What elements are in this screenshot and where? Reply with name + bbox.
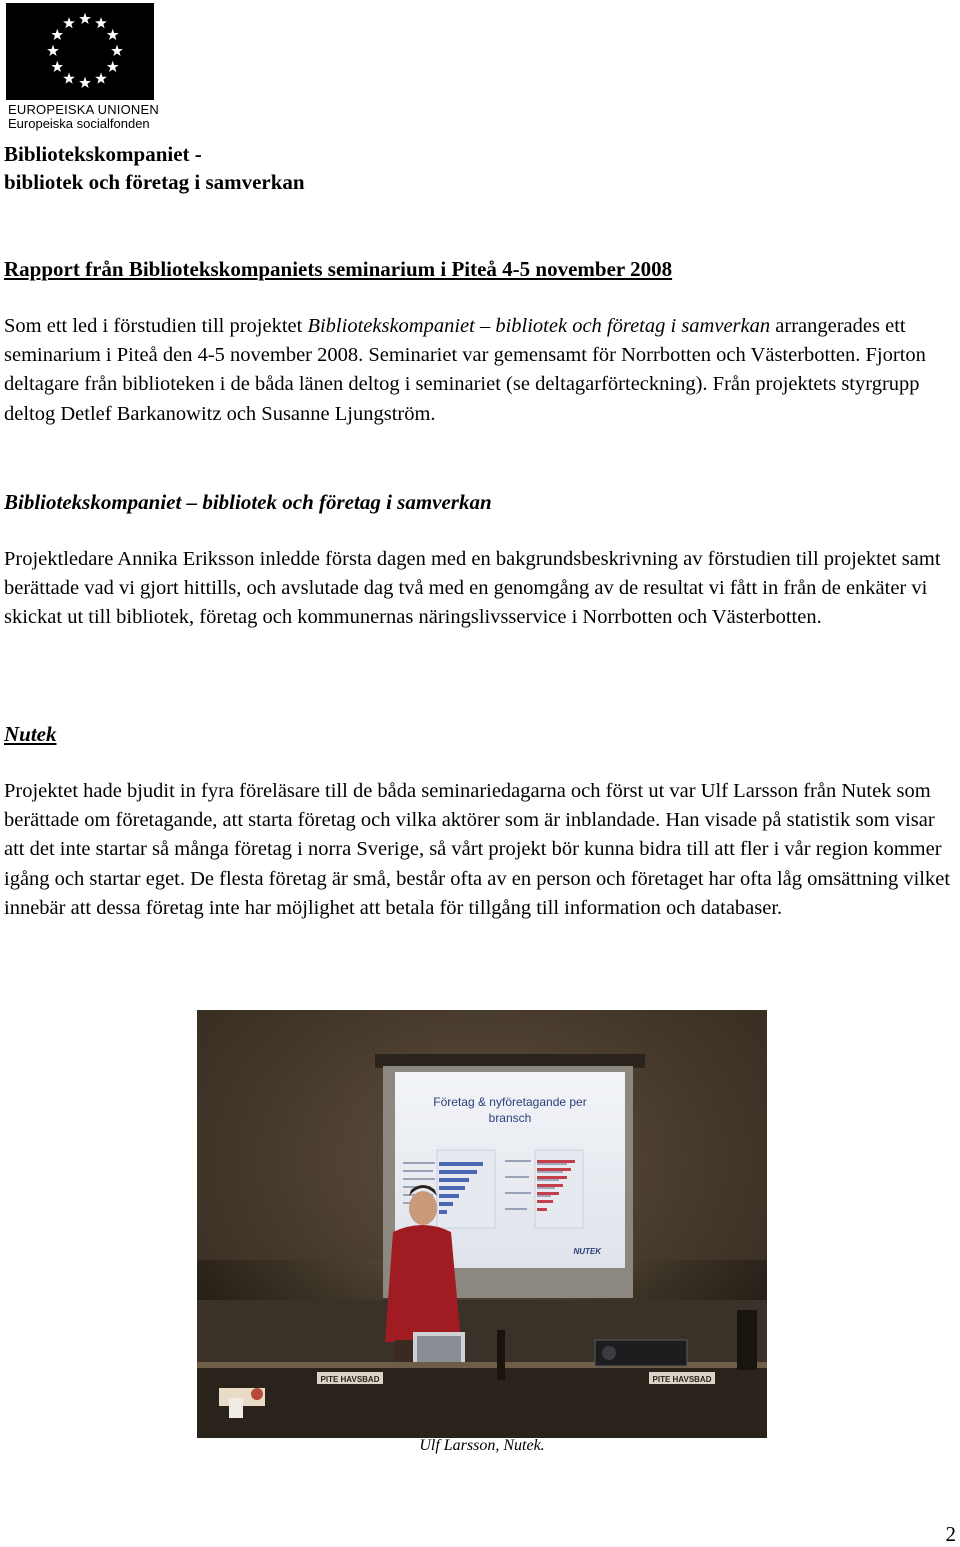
slide-title-line1: Företag & nyföretagande per <box>433 1095 587 1109</box>
section1-heading: Bibliotekskompaniet – bibliotek och företag i samverkan <box>4 490 492 514</box>
eu-logo-line2: Europeiska socialfonden <box>8 116 150 131</box>
section2-heading: Nutek <box>4 722 57 746</box>
eu-logo-line1: EUROPEISKA UNIONEN <box>8 102 159 117</box>
photo-caption: Ulf Larsson, Nutek. <box>419 1437 545 1454</box>
document-title <box>4 140 305 196</box>
intro-italic-project-name: Bibliotekskompaniet – bibliotek och företag i samverkan <box>307 315 771 337</box>
intro-lead: Som ett led i förstudien till projektet <box>4 315 308 337</box>
slide-brand: NUTEK <box>573 1247 601 1256</box>
page-number: 2 <box>945 1522 956 1546</box>
eu-logo-text <box>8 103 159 131</box>
section2-paragraph: Projektet hade bjudit in fyra föreläsare till de båda seminariedagarna och först ut var Ulf Larsson från Nutek som berättade om företagande, att starta företag och vilka aktörer som är inblandade. Han visade på statistik som visar att det inte startar så många företag i norra Sverige, så vårt projekt bör kunna bidra till att fler i vår region kommer igång och startar eget. De flesta företag är små, består ofta av en person och företaget har ofta låg omsättning vilket innebär att dessa företag inte har möjlighet att betala för tillgång till information och databaser. <box>4 780 951 919</box>
title-line2: bibliotek och företag i samverkan <box>4 170 305 194</box>
title-line1: Bibliotekskompaniet - <box>4 142 202 166</box>
seminar-photo <box>197 1010 767 1438</box>
report-heading: Rapport från Bibliotekskompaniets seminarium i Piteå 4-5 november 2008 <box>4 257 673 281</box>
section1-paragraph: Projektledare Annika Eriksson inledde första dagen med en bakgrundsbeskrivning av förstudien till projektet samt berättade vad vi gjort hittills, och avslutade dag två med en genomgång av de resultat vi fått in från de enkäter vi skickat ut till bibliotek, företag och kommunernas näringslivsservice i Norrbotten och Västerbotten. <box>4 548 941 629</box>
intro-rest: arrangerades ett seminarium i Piteå den 4-5 november 2008. Seminariet var gemensamt för Norrbotten och Västerbotten. Fjorton deltagare från biblioteken i de båda länen deltog i seminariet (se deltagarförteckning). Från projektets styrgrupp deltog Detlef Barkanowitz och Susanne Ljungström. <box>4 315 926 425</box>
photo-illustration <box>197 1010 767 1438</box>
table-sign-left: PITE HAVSBAD <box>320 1375 380 1384</box>
eu-stars-icon <box>6 3 154 100</box>
intro-paragraph <box>4 312 958 429</box>
table-sign-right: PITE HAVSBAD <box>652 1375 712 1384</box>
slide-title-line2: bransch <box>488 1111 532 1125</box>
eu-flag-logo <box>6 3 154 100</box>
